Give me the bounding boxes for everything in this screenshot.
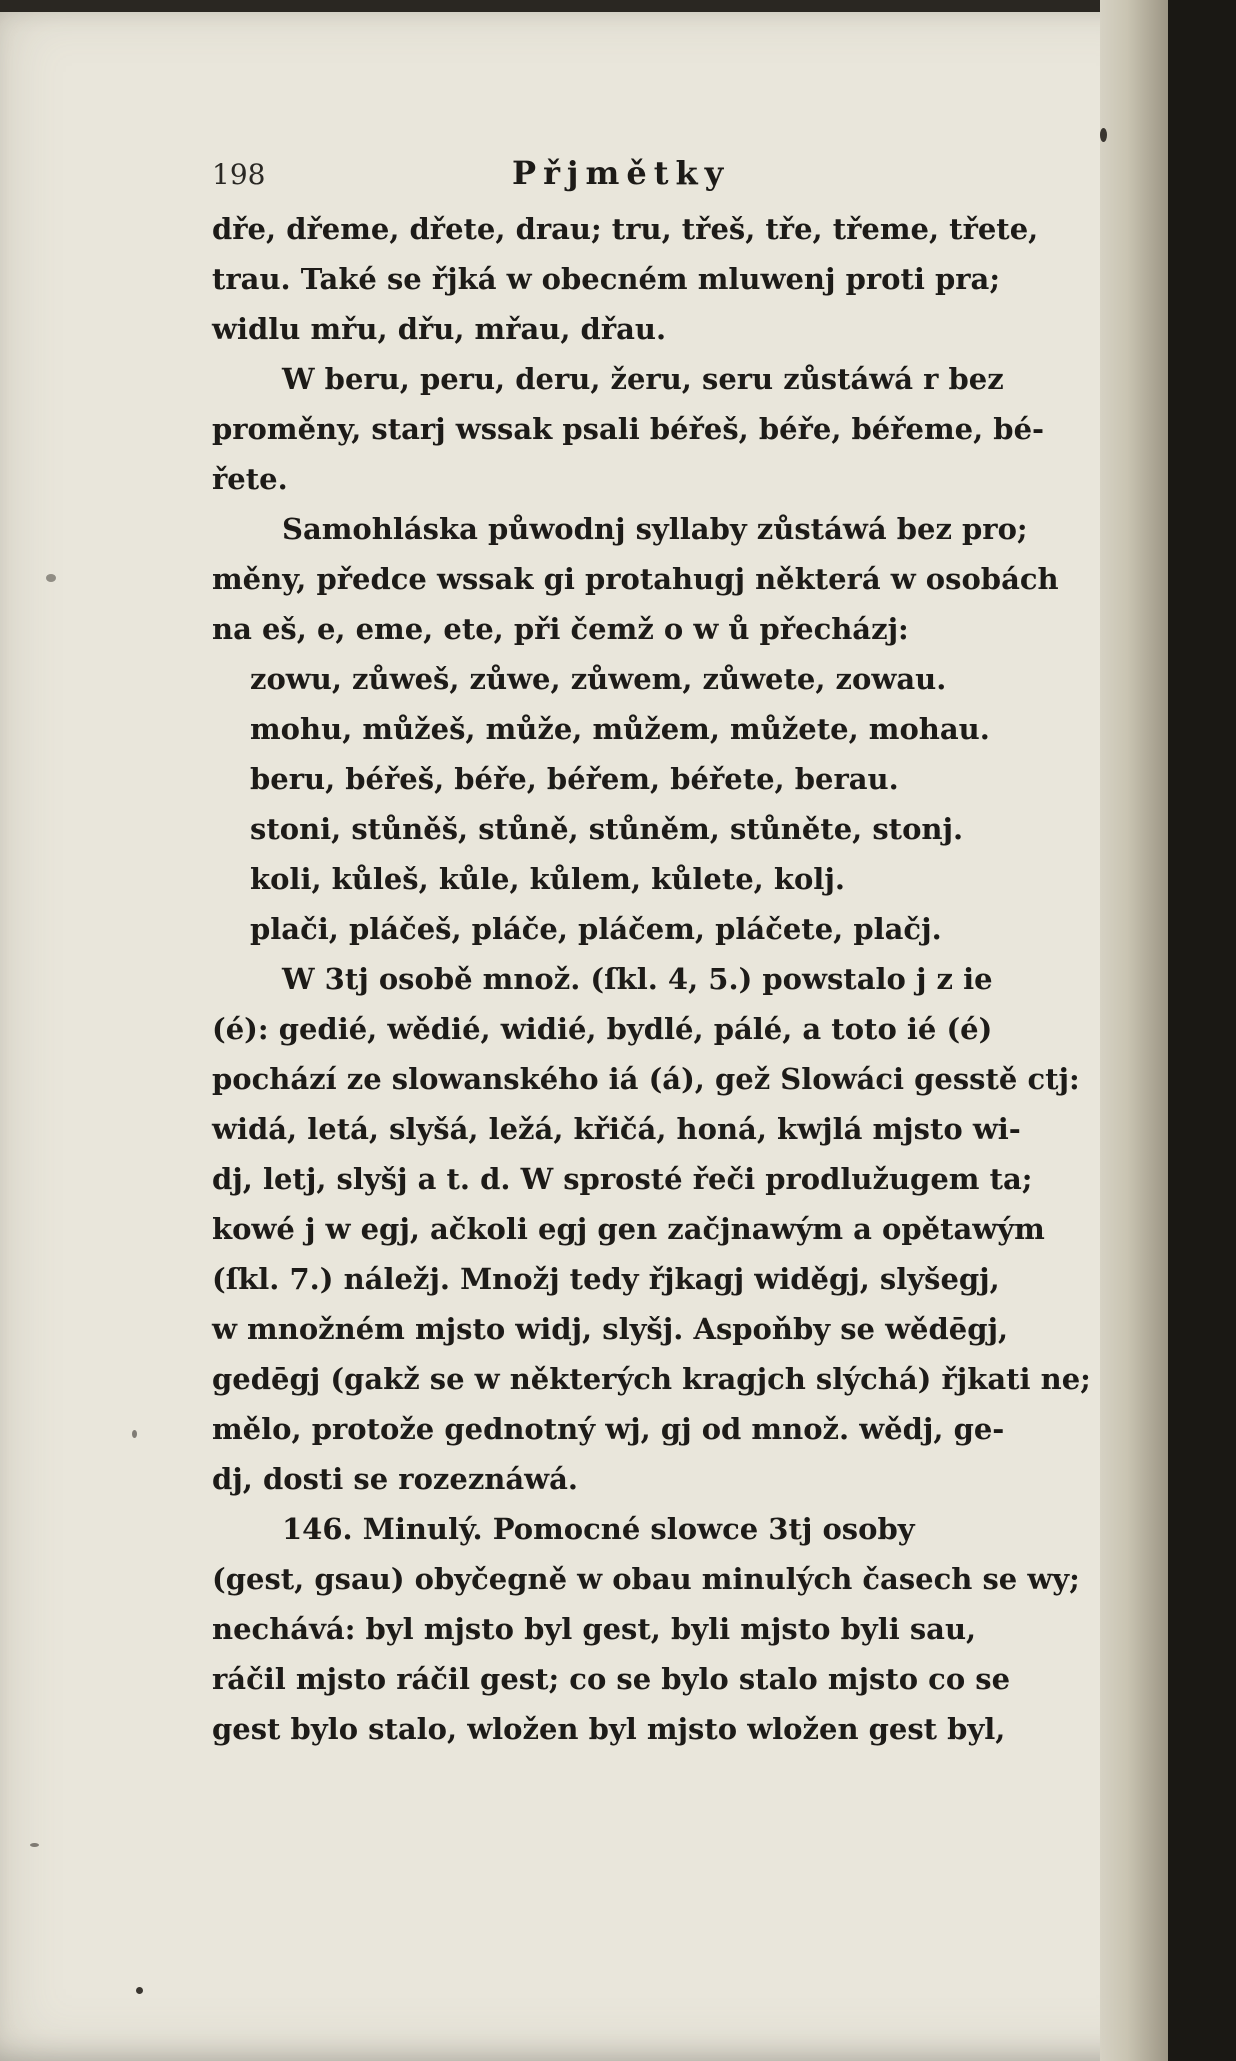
text-line: dj, letj, slyšj a t. d. W sprosté řeči prodlužugem ta;	[212, 1162, 1033, 1196]
text-line: pochází ze slowanského iá (á), gež Slowáci gesstě ctj:	[212, 1062, 1080, 1096]
text-line: Samohláska půwodnj syllaby zůstáwá bez pro;	[282, 512, 1028, 546]
conjugation-row: mohu, můžeš, může, můžem, můžete, mohau.	[250, 712, 990, 746]
ink-speck	[30, 1843, 39, 1847]
conjugation-row: beru, béřeš, béře, béřem, béřete, berau.	[250, 762, 899, 796]
text-line: trau. Také se řjká w obecném mluwenj proti pra;	[212, 262, 1001, 296]
text-line: (é): gedié, wědié, widié, bydlé, pálé, a toto ié (é)	[212, 1012, 993, 1046]
ink-speck	[1100, 128, 1107, 142]
ink-speck	[132, 1430, 137, 1438]
text-line: dře, dřeme, dřete, drau; tru, třeš, tře, třeme, třete,	[212, 212, 1039, 246]
text-line: proměny, starj wssak psali béřeš, béře, béřeme, bé-	[212, 412, 1045, 446]
running-head: Přjmětky	[512, 154, 731, 192]
text-line: mělo, protože gednotný wj, gj od množ. wědj, ge-	[212, 1412, 1005, 1446]
text-block	[212, 148, 1116, 1754]
text-line: widlu mřu, dřu, mřau, dřau.	[212, 312, 667, 346]
top-edge-shadow	[0, 0, 1168, 12]
text-line: na eš, e, eme, ete, při čemž o w ů přecházj:	[212, 612, 909, 646]
conjugation-row: koli, kůleš, kůle, kůlem, kůlete, kolj.	[250, 862, 845, 896]
paragraph-3	[212, 504, 1116, 654]
page-header	[212, 148, 1116, 204]
text-line: W beru, peru, deru, žeru, seru zůstáwá r bez	[282, 362, 1004, 396]
text-line: řete.	[212, 462, 288, 496]
text-line: widá, letá, slyšá, ležá, křičá, honá, kwjlá mjsto wi-	[212, 1112, 1021, 1146]
conjugation-row: stoni, stůněš, stůně, stůněm, stůněte, stonj.	[250, 812, 964, 846]
text-line: (gest, gsau) obyčegně w obau minulých časech se wy;	[212, 1562, 1080, 1596]
text-line: ráčil mjsto ráčil gest; co se bylo stalo mjsto co se	[212, 1662, 1011, 1696]
ink-speck	[136, 1987, 143, 1994]
page-number: 198	[212, 158, 266, 191]
text-line: w množném mjsto widj, slyšj. Aspoňby se wědēgj,	[212, 1312, 1009, 1346]
conjugation-list	[212, 654, 1116, 954]
text-line: měny, předce wssak gi protahugj některá w osobách	[212, 562, 1059, 596]
text-line: gest bylo stalo, wložen byl mjsto wložen gest byl,	[212, 1712, 1006, 1746]
paragraph-5	[212, 1504, 1116, 1754]
text-line: W 3tj osobě množ. (ſkl. 4, 5.) powstalo j z ie	[282, 962, 993, 996]
text-line: kowé j w egj, ačkoli egj gen začjnawým a opětawým	[212, 1212, 1045, 1246]
text-line: (ſkl. 7.) náležj. Množj tedy řjkagj widěgj, slyšegj,	[212, 1262, 1000, 1296]
text-line: nechává: byl mjsto byl gest, byli mjsto byli sau,	[212, 1612, 977, 1646]
ink-speck	[46, 574, 56, 582]
paragraph-4	[212, 954, 1116, 1504]
text-line: gedēgj (gakž se w některých kragjch slýchá) řjkati ne;	[212, 1362, 1091, 1396]
conjugation-row: plači, pláčeš, pláče, pláčem, pláčete, plačj.	[250, 912, 942, 946]
paragraph-2	[212, 354, 1116, 504]
text-line: dj, dosti se rozeznáwá.	[212, 1462, 579, 1496]
conjugation-row: zowu, zůweš, zůwe, zůwem, zůwete, zowau.	[250, 662, 947, 696]
text-line: 146. Minulý. Pomocné slowce 3tj osoby	[282, 1512, 915, 1546]
paragraph-1	[212, 204, 1116, 354]
